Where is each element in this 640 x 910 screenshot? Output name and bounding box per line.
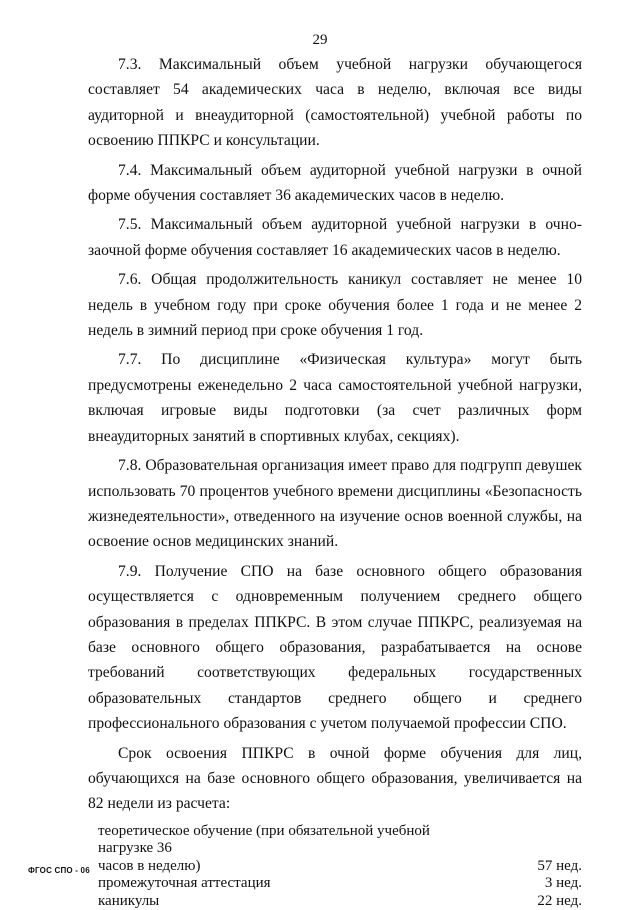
list-item-label-line: теоретическое обучение (при обязательной учебной нагрузке 36	[98, 822, 430, 857]
duration-breakdown-list	[98, 823, 582, 910]
paragraph-7-5: 7.5. Максимальный объем аудиторной учебной нагрузки в очно-заочной форме обучения составляет 16 академических часов в неделю.	[88, 216, 582, 259]
list-item	[98, 893, 582, 910]
document-body	[88, 52, 582, 910]
paragraph-7-7: 7.7. По дисциплине «Физическая культура» могут быть предусмотрены еженедельно 2 часа самостоятельной учебной нагрузки, включая игровые виды подготовки (за счет различных форм внеаудиторных занятий в спортивных клубах, секциях).	[88, 351, 582, 445]
list-item	[98, 823, 582, 876]
paragraph-7-3: 7.3. Максимальный объем учебной нагрузки обучающегося составляет 54 академических часа в неделю, включая все виды аудиторной и внеаудиторной (самостоятельной) учебной работы по освоению ППКРС и консультации.	[88, 56, 582, 150]
list-item-value: 57 нед.	[537, 857, 582, 874]
paragraph-7-9: 7.9. Получение СПО на базе основного общего образования осуществляется с одновременным получением среднего общего образования в пределах ППКРС. В этом случае ППКРС, реализуемая на базе основного общего образования, разрабатывается на основе требований соответствующих федеральных государственных образовательных стандартов среднего общего и среднего профессионального образования с учетом получаемой профессии СПО.	[88, 562, 582, 733]
list-item-label: каникулы	[98, 892, 160, 909]
paragraph-7-8: 7.8. Образовательная организация имеет право для подгрупп девушек использовать 70 процентов учебного времени дисциплины «Безопасность жизнедеятельности», отведенного на изучение основ военной службы, на освоение основ медицинских знаний.	[88, 457, 582, 551]
list-item-label	[98, 823, 537, 876]
list-item-value: 3 нед.	[544, 875, 582, 892]
list-item-value: 22 нед.	[537, 892, 582, 909]
footer-standard-code: ФГОС СПО - 06	[28, 866, 90, 875]
list-item	[98, 875, 582, 893]
list-item-label: промежуточная аттестация	[98, 875, 271, 892]
paragraph-7-6: 7.6. Общая продолжительность каникул составляет не менее 10 недель в учебном году при сроке обучения более 1 года и не менее 2 недель в зимний период при сроке обучения 1 год.	[88, 271, 582, 340]
paragraph-duration: Срок освоения ППКРС в очной форме обучения для лиц, обучающихся на базе основного общего образования, увеличивается на 82 недели из расчета:	[88, 744, 582, 813]
paragraph-7-4: 7.4. Максимальный объем аудиторной учебной нагрузки в очной форме обучения составляет 36 академических часов в неделю.	[88, 161, 582, 205]
list-item-label-cont: часов в неделю)	[98, 857, 201, 874]
page-number: 29	[312, 32, 328, 48]
